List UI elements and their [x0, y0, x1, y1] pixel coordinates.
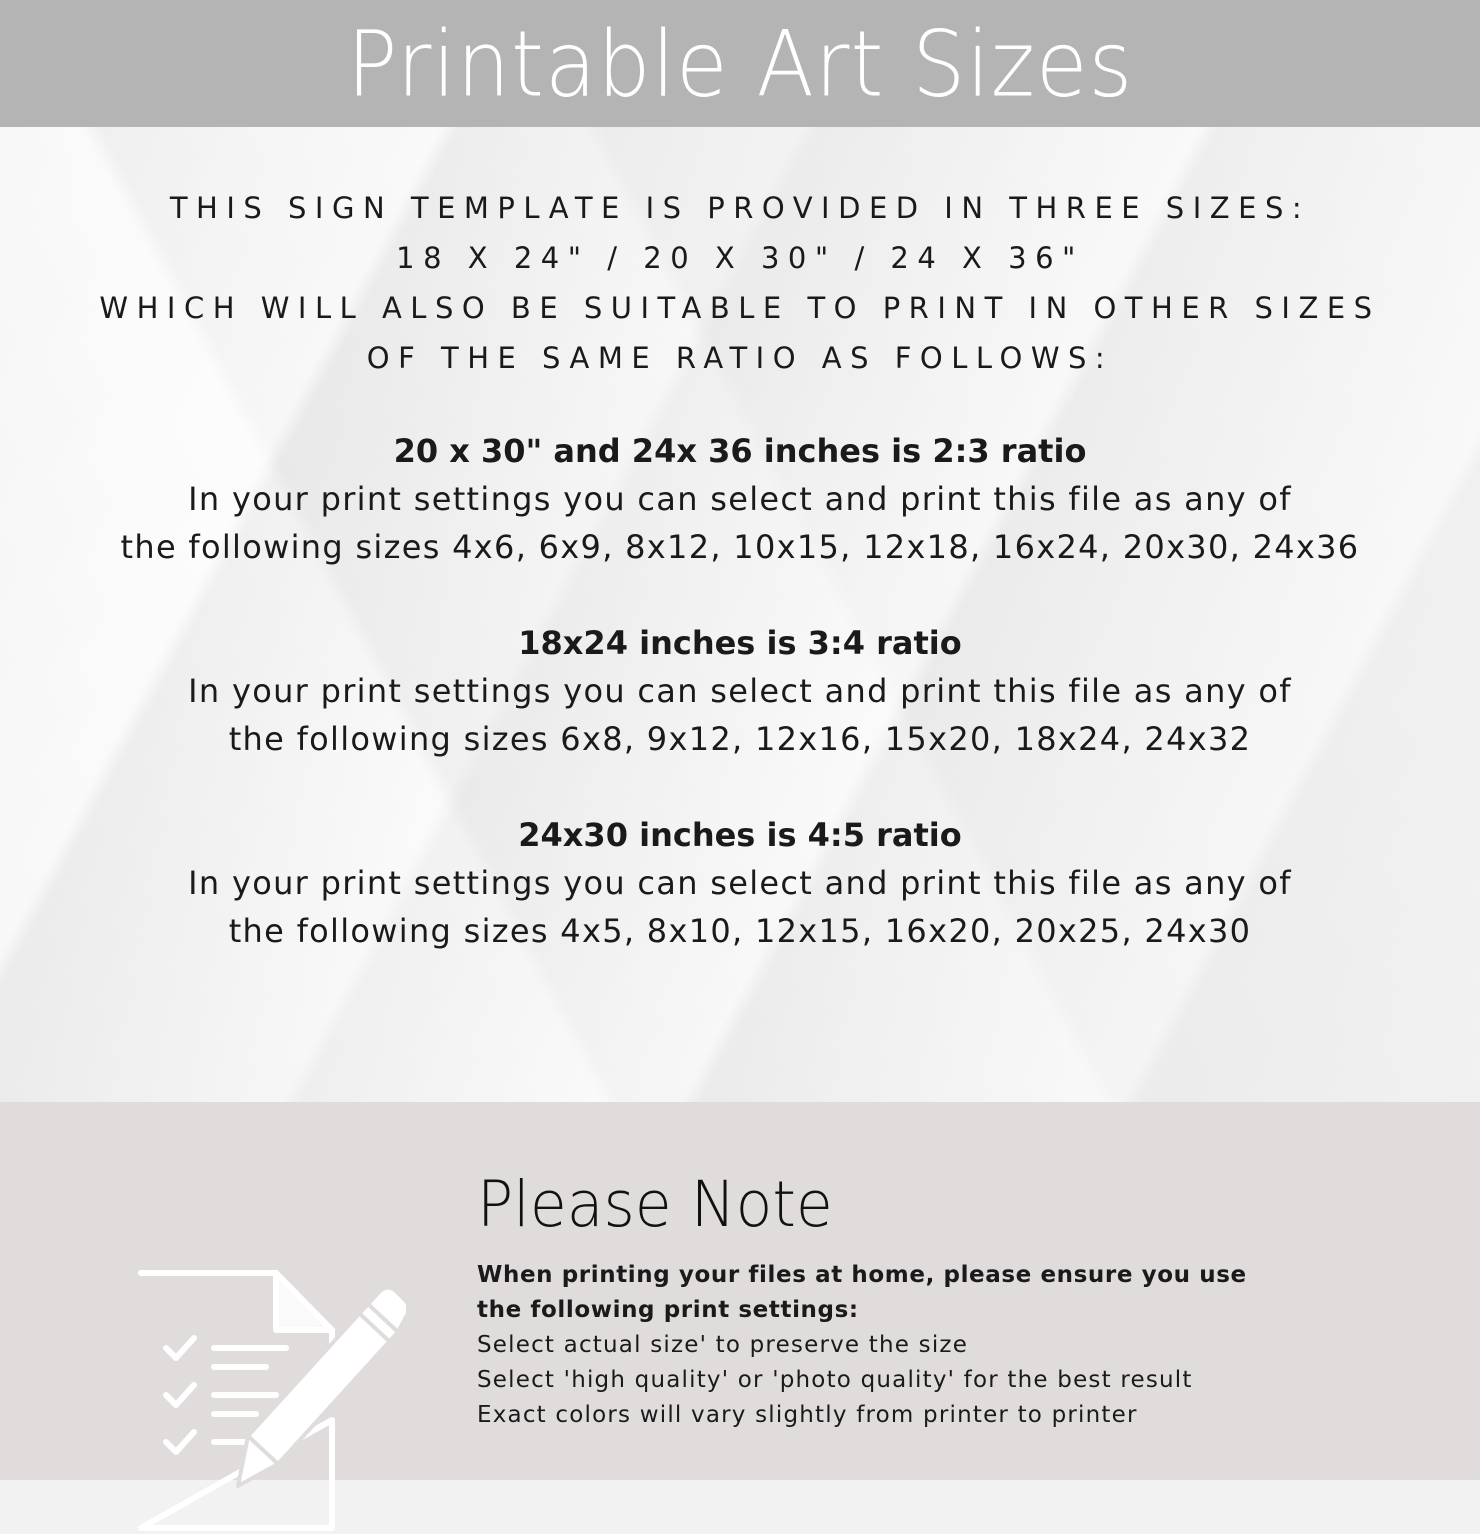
ratio-line: In your print settings you can select and print this file as any of: [188, 672, 1292, 710]
note-body: [477, 1258, 1247, 1433]
intro-line: THIS SIGN TEMPLATE IS PROVIDED IN THREE SIZES:: [169, 191, 1311, 225]
ratio-heading: 20 x 30" and 24x 36 inches is 2:3 ratio: [393, 432, 1087, 470]
ratio-heading: 18x24 inches is 3:4 ratio: [518, 624, 962, 662]
title-banner: [0, 0, 1480, 127]
intro-line: OF THE SAME RATIO AS FOLLOWS:: [366, 341, 1114, 375]
page-title: Printable Art Sizes: [346, 10, 1134, 117]
note-line: Select actual size' to preserve the size: [477, 1332, 969, 1358]
intro-line: 18 X 24" / 20 X 30" / 24 X 36": [396, 241, 1084, 275]
ratio-line: In your print settings you can select and print this file as any of: [188, 864, 1292, 902]
intro-line: WHICH WILL ALSO BE SUITABLE TO PRINT IN OTHER SIZES: [99, 291, 1381, 325]
ratio-section-2-3: [0, 427, 1480, 571]
ratio-section-4-5: [0, 811, 1480, 955]
note-line: Select 'high quality' or 'photo quality' for the best result: [477, 1367, 1193, 1393]
note-bold-line: When printing your files at home, please ensure you use: [477, 1262, 1247, 1288]
ratio-heading: 24x30 inches is 4:5 ratio: [518, 816, 962, 854]
ratio-line: the following sizes 4x6, 6x9, 8x12, 10x15, 12x18, 16x24, 20x30, 24x36: [120, 528, 1360, 566]
note-line: Exact colors will vary slightly from printer to printer: [477, 1402, 1138, 1428]
ratio-line: the following sizes 4x5, 8x10, 12x15, 16x20, 20x25, 24x30: [228, 912, 1252, 950]
intro-text: [0, 183, 1480, 383]
note-title: Please Note: [477, 1168, 833, 1242]
ratio-line: the following sizes 6x8, 9x12, 12x16, 15x20, 18x24, 24x32: [228, 720, 1252, 758]
note-bold-line: the following print settings:: [477, 1297, 859, 1323]
checklist-pencil-icon: [136, 1268, 406, 1534]
ratio-section-3-4: [0, 619, 1480, 763]
ratio-line: In your print settings you can select and print this file as any of: [188, 480, 1292, 518]
